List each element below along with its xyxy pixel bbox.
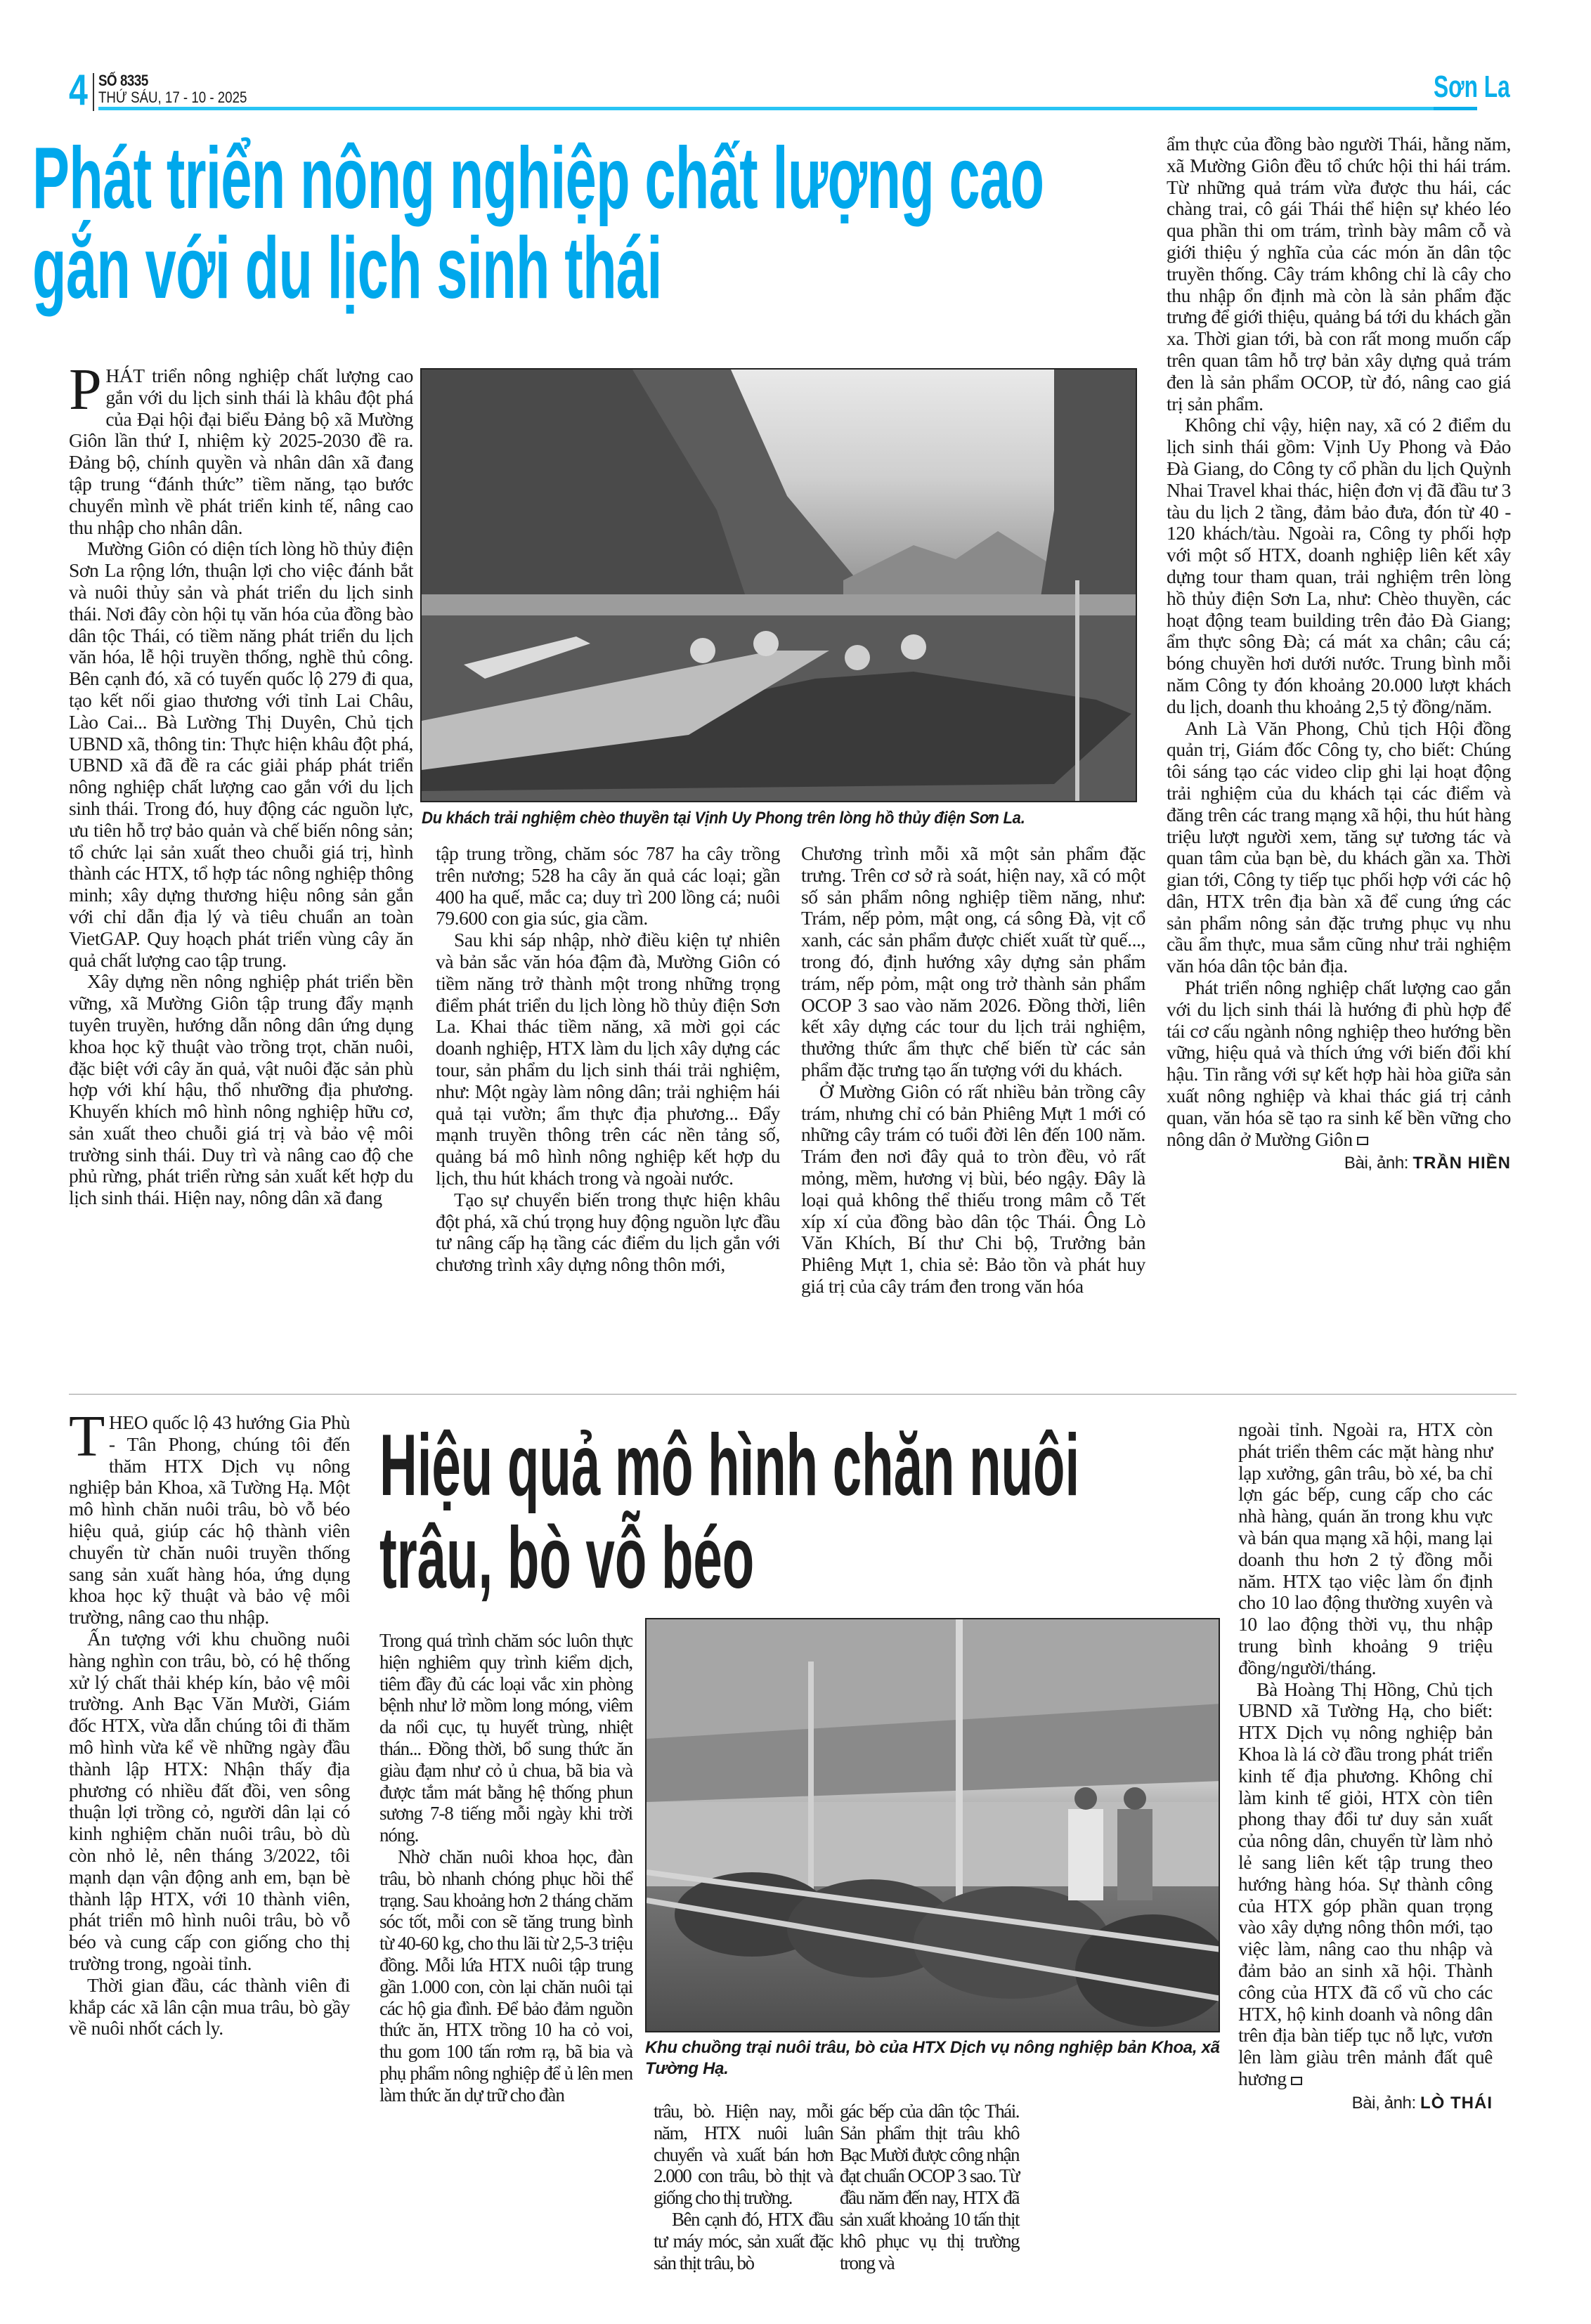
header-rule	[98, 107, 1462, 110]
paragraph	[1238, 1679, 1493, 2090]
issue-number: SỐ 8335	[98, 72, 148, 89]
paragraph: Tạo sự chuyển biến trong thực hiện khâu đột phá, xã chú trọng huy động nguồn lực đầu tư nâng cấp hạ tầng các điểm du lịch gắn với chương trình xây dựng nông thôn mới,	[436, 1188, 780, 1276]
section-rule	[1434, 107, 1477, 110]
paragraph: Bên cạnh đó, HTX đầu tư máy móc, sản xuất đặc sản thịt trâu, bò	[654, 2208, 833, 2273]
byline-author: TRẦN HIỀN	[1413, 1154, 1511, 1173]
paragraph-text: Phát triển nông nghiệp chất lượng cao gắn với du lịch sinh thái là hướng đi phù hợp để tái cơ cấu ngành nông nghiệp theo hướng bền vững, hiệu quả và thích ứng với biến đổi khí hậu. Tin rằng với sự kết hợp hài hòa giữa sản xuất nông nghiệp và khai thác giá trị cảnh quan, văn hóa sẽ tạo ra sinh kế bền vững cho nông dân ở Mường Giôn	[1167, 977, 1511, 1150]
paragraph: Mường Giôn có diện tích lòng hồ thủy điện Sơn La rộng lớn, thuận lợi cho việc đánh bắt và nuôi thủy sản và phát triển du lịch sinh thái. Nơi đây còn hội tụ văn hóa của đồng bào dân tộc Thái, có tiềm năng phát triển du lịch văn hóa, lễ hội truyền thống, nghề thủ công. Bên cạnh đó, xã có tuyến quốc lộ 279 đi qua, tạo kết nối giao thương với tỉnh Lai Châu, Lào Cai... Bà Lường Thị Duyên, Chủ tịch UBND xã, thông tin: Thực hiện khâu đột phá, UBND xã đã đề ra các giải pháp phát triển nông nghiệp chất lượng cao gắn với du lịch sinh thái. Trong đó, huy động các nguồn lực, ưu tiên hỗ trợ bảo quản và chế biến nông sản; tổ chức lại sản xuất theo chuỗi giá trị, hình thành các HTX, tổ hợp tác nông nghiệp thông minh; xây dựng thương hiệu nông sản gắn với chỉ dẫn địa lý và tiêu chuẩn an toàn VietGAP. Quy hoạch phát triển vùng cây ăn quả chất lượng cao tập trung.	[69, 537, 413, 971]
article2-column-1	[69, 1404, 350, 2039]
paragraph: Nhờ chăn nuôi khoa học, đàn trâu, bò nhanh chóng phục hồi thể trạng. Sau khoảng hơn 2 tháng chăm sóc tốt, mỗi con sẽ tăng trung bình từ 40-60 kg, cho thu lãi từ 2,5-3 triệu đồng. Mỗi lứa HTX nuôi tập trung gần 1.000 con, còn lại chăn nuôi tại các hộ gia đình. Để bảo đảm nguồn thức ăn, HTX trồng 10 ha cỏ voi, thu gom 100 tấn rơm rạ, bã bia và phụ phẩm nông nghiệp để ủ lên men làm thức ăn dự trữ cho đàn	[379, 1846, 632, 2106]
photo-caption: Du khách trải nghiệm chèo thuyền tại Vịnh Uy Phong trên lòng hồ thủy điện Sơn La.	[422, 809, 1025, 828]
paragraph: Ấn tượng với khu chuồng nuôi hàng nghìn con trâu, bò, có hệ thống xử lý chất thải khép kín, bảo vệ môi trường. Anh Bạc Văn Mười, Giám đốc HTX, vừa dẫn chúng tôi đi thăm mô hình vừa kể về những ngày đầu thành lập HTX: Nhận thấy địa phương có nhiều đất đồi, ven sông thuận lợi trồng cỏ, người dân lại có kinh nghiệm chăn nuôi trâu, bò dù còn nhỏ lẻ, nên tháng 3/2022, tôi mạnh dạn vận động anh em, bạn bè thành lập HTX, với 10 thành viên, phát triển mô hình nuôi trâu, bò vỗ béo và cung cấp con giống cho thị trường trong, ngoài tỉnh.	[69, 1627, 350, 1974]
paragraph	[69, 357, 413, 538]
photo-caption: Khu chuồng trại nuôi trâu, bò của HTX Dịch vụ nông nghiệp bản Khoa, xã Tường Hạ.	[645, 2038, 1220, 2078]
drop-cap: T	[69, 1404, 105, 1469]
article1-column-2	[436, 843, 780, 1276]
photo-illustration	[422, 370, 1137, 802]
section-name: Sơn La	[1434, 70, 1510, 104]
paragraph: Sau khi sáp nhập, nhờ điều kiện tự nhiên và bản sắc văn hóa đậm đà, Mường Giôn có tiềm năng trở thành một trong những trọng điểm phát triển du lịch lòng hồ thủy điện Sơn La. Khai thác tiềm năng, xã mời gọi các doanh nghiệp, HTX làm du lịch xây dựng các tour, sản phẩm du lịch sinh thái trải nghiệm, như: Một ngày làm nông dân; trải nghiệm hái quả tại vườn; ẩm thực địa phương... Đẩy mạnh truyền thông trên các nền tảng số, quảng bá mô hình nông nghiệp kết hợp du lịch, thu hút khách trong và ngoài nước.	[436, 929, 780, 1189]
headline-line: Hiệu quả mô hình chăn nuôi	[379, 1417, 1080, 1514]
paragraph: Ở Mường Giôn có rất nhiều bản trồng cây trám, nhưng chỉ có bản Phiêng Mựt 1 mới có những cây trám có tuổi đời lên đến 100 năm. Trám đen nơi đây quả to tròn đều, vỏ rất mỏng, mềm, hương vị bùi, béo ngậy. Đây là loại quả không thể thiếu trong mâm cỗ Tết xíp xí của đồng bào dân tộc Thái. Ông Lò Văn Khích, Bí thư Chi bộ, Trưởng bản Phiêng Mựt 1, chia sẻ: Bảo tồn và phát huy giá trị của cây trám đen trong văn hóa	[801, 1080, 1145, 1297]
page-number: 4	[69, 66, 88, 115]
paragraph: Xây dựng nền nông nghiệp phát triển bền vững, xã Mường Giôn tập trung đẩy mạnh tuyên truyền, hướng dẫn nông dân ứng dụng khoa học kỹ thuật vào trồng trọt, chăn nuôi, đặc biệt với cây ăn quả, vật nuôi đặc sản phù hợp với khí hậu, thổ nhưỡng địa phương. Khuyến khích mô hình nông nghiệp hữu cơ, sản xuất theo chuỗi giá trị và bảo vệ môi trường sinh thái. Duy trì và nâng cao độ che phủ rừng, phát triển rừng sản xuất kết hợp du lịch sinh thái. Hiện nay, nông dân xã đang	[69, 970, 413, 1209]
paragraph: ngoài tỉnh. Ngoài ra, HTX còn phát triển thêm các mặt hàng như lạp xưởng, gân trâu, bò xé, ba chỉ lợn gác bếp, cung cấp cho các nhà hàng, quán ăn trong khu vực và bán qua mạng xã hội, mang lại doanh thu hơn 2 tỷ đồng mỗi năm. HTX tạo việc làm ổn định cho 10 lao động thường xuyên và 10 lao động thời vụ, thu nhập trung bình khoảng 9 triệu đồng/người/tháng.	[1238, 1418, 1493, 1678]
photo-cattle-barn	[645, 1618, 1220, 2032]
end-mark-icon	[1357, 1137, 1368, 1145]
article1-column-1	[69, 357, 413, 1209]
paragraph: Anh Là Văn Phong, Chủ tịch Hội đồng quản trị, Giám đốc Công ty, cho biết: Chúng tôi sáng tạo các video clip ghi lại hoạt động trải nghiệm của du khách tại các điểm và đăng trên các trang mạng xã hội, thu hút hàng triệu lượt người xem, tăng sự tương tác và quan tâm của bạn bè, du khách gần xa. Thời gian tới, Công ty tiếp tục phối hợp với các hộ dân, HTX trên địa bàn xã để cung ứng các sản phẩm nông sản đặc trưng phục vụ nhu cầu ẩm thực, mua sắm cũng như trải nghiệm văn hóa dân tộc bản địa.	[1167, 717, 1511, 977]
paragraph	[69, 1404, 350, 1628]
header-divider	[93, 73, 94, 111]
byline	[1167, 1153, 1511, 1175]
paragraph: Chương trình mỗi xã một sản phẩm đặc trưng. Trên cơ sở rà soát, hiện nay, xã có một số sản phẩm nông nghiệp tiềm năng, như: Trám, nếp pỏm, mật ong, cá sông Đà, vịt cổ xanh, các sản phẩm được chiết xuất từ quế..., trong đó, định hướng xây dựng sản phẩm trám, nếp pỏm, mật ong trở thành sản phẩm OCOP 3 sao vào năm 2026. Đồng thời, liên kết xây dựng các tour du lịch trải nghiệm, thưởng thức ẩm thực chế biến từ các sản phẩm đặc trưng tạo ấn tượng với du khách.	[801, 842, 1145, 1081]
byline	[1238, 2093, 1493, 2115]
byline-author: LÒ THÁI	[1420, 2093, 1493, 2113]
paragraph	[1167, 977, 1511, 1150]
photo-boating-vinh-uy-phong	[420, 368, 1137, 802]
headline-line: Phát triển nông nghiệp chất lượng cao	[32, 130, 1044, 227]
article1-headline	[32, 130, 1044, 317]
article2-column-4	[840, 2101, 1019, 2273]
paragraph: ẩm thực của đồng bào người Thái, hằng năm, xã Mường Giôn đều tổ chức hội thi hái trám. Từ những quả trám vừa được thu hái, các chàng trai, cô gái Thái thể hiện sự khéo léo qua phần thi om trám, trình bày mâm cỗ và giới thiệu ý nghĩa của các món ăn dân tộc truyền thống. Cây trám không chỉ là cây cho thu nhập ổn định mà còn là sản phẩm đặc trưng để giới thiệu, quảng bá tới du khách gần xa. Thời gian tới, bà con rất mong muốn cấp trên quan tâm hỗ trợ bản xây dựng quả trám đen là sản phẩm OCOP, từ đó, nâng cao giá trị sản phẩm.	[1167, 133, 1511, 414]
article2-headline	[379, 1419, 1079, 1605]
headline-line: trâu, bò vỗ béo	[379, 1510, 755, 1607]
lead-caps: HÁT	[105, 365, 145, 386]
article-divider	[69, 1394, 1517, 1395]
article1-column-4	[1167, 133, 1511, 1175]
paragraph: gác bếp của dân tộc Thái. Sản phẩm thịt trâu khô Bạc Mười được công nhận đạt chuẩn OCOP 3 sao. Từ đầu năm đến nay, HTX đã sản xuất khoảng 10 tấn thịt khô phục vụ thị trường trong và	[840, 2101, 1019, 2273]
article2-column-2	[379, 1630, 632, 2106]
article1-column-3	[801, 843, 1145, 1298]
paragraph-text: Bà Hoàng Thị Hồng, Chủ tịch UBND xã Tường Hạ, cho biết: HTX Dịch vụ nông nghiệp bản Khoa là lá cờ đầu trong phát triển kinh tế địa phương. Không chỉ làm kinh tế giỏi, HTX còn tiên phong thay đổi tư duy sản xuất của nông dân, chuyển từ làm nhỏ lẻ sang liên kết tập trung theo hướng hàng hóa. Sự thành công của HTX góp phần quan trọng vào xây dựng nông thôn mới, tạo việc làm, nâng cao thu nhập và đảm bảo an sinh xã hội. Thành công của HTX đã cổ vũ cho các HTX, hộ kinh doanh và nông dân trên địa bàn tiếp tục nỗ lực, vươn lên làm giàu trên mảnh đất quê hương	[1238, 1678, 1493, 2089]
article2-column-5	[1238, 1419, 1493, 2115]
paragraph: Trong quá trình chăm sóc luôn thực hiện nghiêm quy trình kiểm dịch, tiêm đầy đủ các loại vắc xin phòng bệnh như lở mồm long móng, viêm da nổi cục, tụ huyết trùng, nhiệt thán... Đồng thời, bổ sung thức ăn giàu đạm như cỏ ủ chua, bã bia và được tắm mát bằng hệ thống phun sương 7-8 tiếng mỗi ngày khi trời nóng.	[379, 1630, 632, 1846]
lead-caps: HEO	[108, 1411, 148, 1433]
paragraph-text: quốc lộ 43 hướng Gia Phù - Tân Phong, chúng tôi đến thăm HTX Dịch vụ nông nghiệp bản Khoa, xã Tường Hạ. Một mô hình chăn nuôi trâu, bò vỗ béo hiệu quả, giúp các hộ thành viên chuyển từ chăn nuôi truyền thống sang sản xuất hàng hóa, ứng dụng khoa học kỹ thuật và bảo vệ môi trường, nâng cao thu nhập.	[69, 1411, 350, 1628]
issue-date: THỨ SÁU, 17 - 10 - 2025	[98, 89, 247, 106]
paragraph: Thời gian đầu, các thành viên đi khắp các xã lân cận mua trâu, bò gầy về nuôi nhốt cách ly.	[69, 1973, 350, 2039]
byline-prefix: Bài, ảnh:	[1351, 2093, 1420, 2113]
paragraph-text: triển nông nghiệp chất lượng cao gắn với du lịch sinh thái là khâu đột phá của Đại hội đại biểu Đảng bộ xã Mường Giôn lần thứ I, nhiệm kỳ 2025-2030 đề ra. Đảng bộ, chính quyền và nhân dân xã đang tập trung “đánh thức” tiềm năng, tạo bước chuyển mình về phát triển kinh tế, nâng cao thu nhập cho nhân dân.	[69, 365, 413, 538]
paragraph: Không chỉ vậy, hiện nay, xã có 2 điểm du lịch sinh thái gồm: Vịnh Uy Phong và Đảo Đà Giang, do Công ty cổ phần du lịch Quỳnh Nhai Travel khai thác, hiện đơn vị đã đầu tư 3 tàu du lịch 2 tầng, đảm bảo đưa, đón từ 40 - 120 khách/tàu. Ngoài ra, Công ty phối hợp với một số HTX, doanh nghiệp liên kết xây dựng tour tham quan, trải nghiệm trên lòng hồ thủy điện Sơn La, như: Chèo thuyền, các hoạt động team building trên đảo Đà Giang; ẩm thực sông Đà; cá mát xa chân; câu cá; bóng chuyền hơi dưới nước. Trung bình mỗi năm Công ty đón khoảng 20.000 lượt khách du lịch, doanh thu khoảng 2,5 tỷ đồng/năm.	[1167, 414, 1511, 717]
drop-cap: P	[69, 357, 102, 422]
paragraph: tập trung trồng, chăm sóc 787 ha cây trồng trên nương; 528 ha cây ăn quả các loại; gần 400 ha quế, mắc ca; duy trì 200 lồng cá; nuôi 79.600 con gia súc, gia cầm.	[436, 842, 780, 929]
end-mark-icon	[1291, 2077, 1302, 2085]
article2-column-3	[654, 2101, 833, 2273]
headline-line: gắn với du lịch sinh thái	[32, 220, 662, 317]
byline-prefix: Bài, ảnh:	[1344, 1154, 1413, 1173]
paragraph: trâu, bò. Hiện nay, mỗi năm, HTX nuôi luân chuyển và xuất bán hơn 2.000 con trâu, bò thịt và giống cho thị trường.	[654, 2101, 833, 2209]
photo-illustration	[647, 1619, 1220, 2032]
